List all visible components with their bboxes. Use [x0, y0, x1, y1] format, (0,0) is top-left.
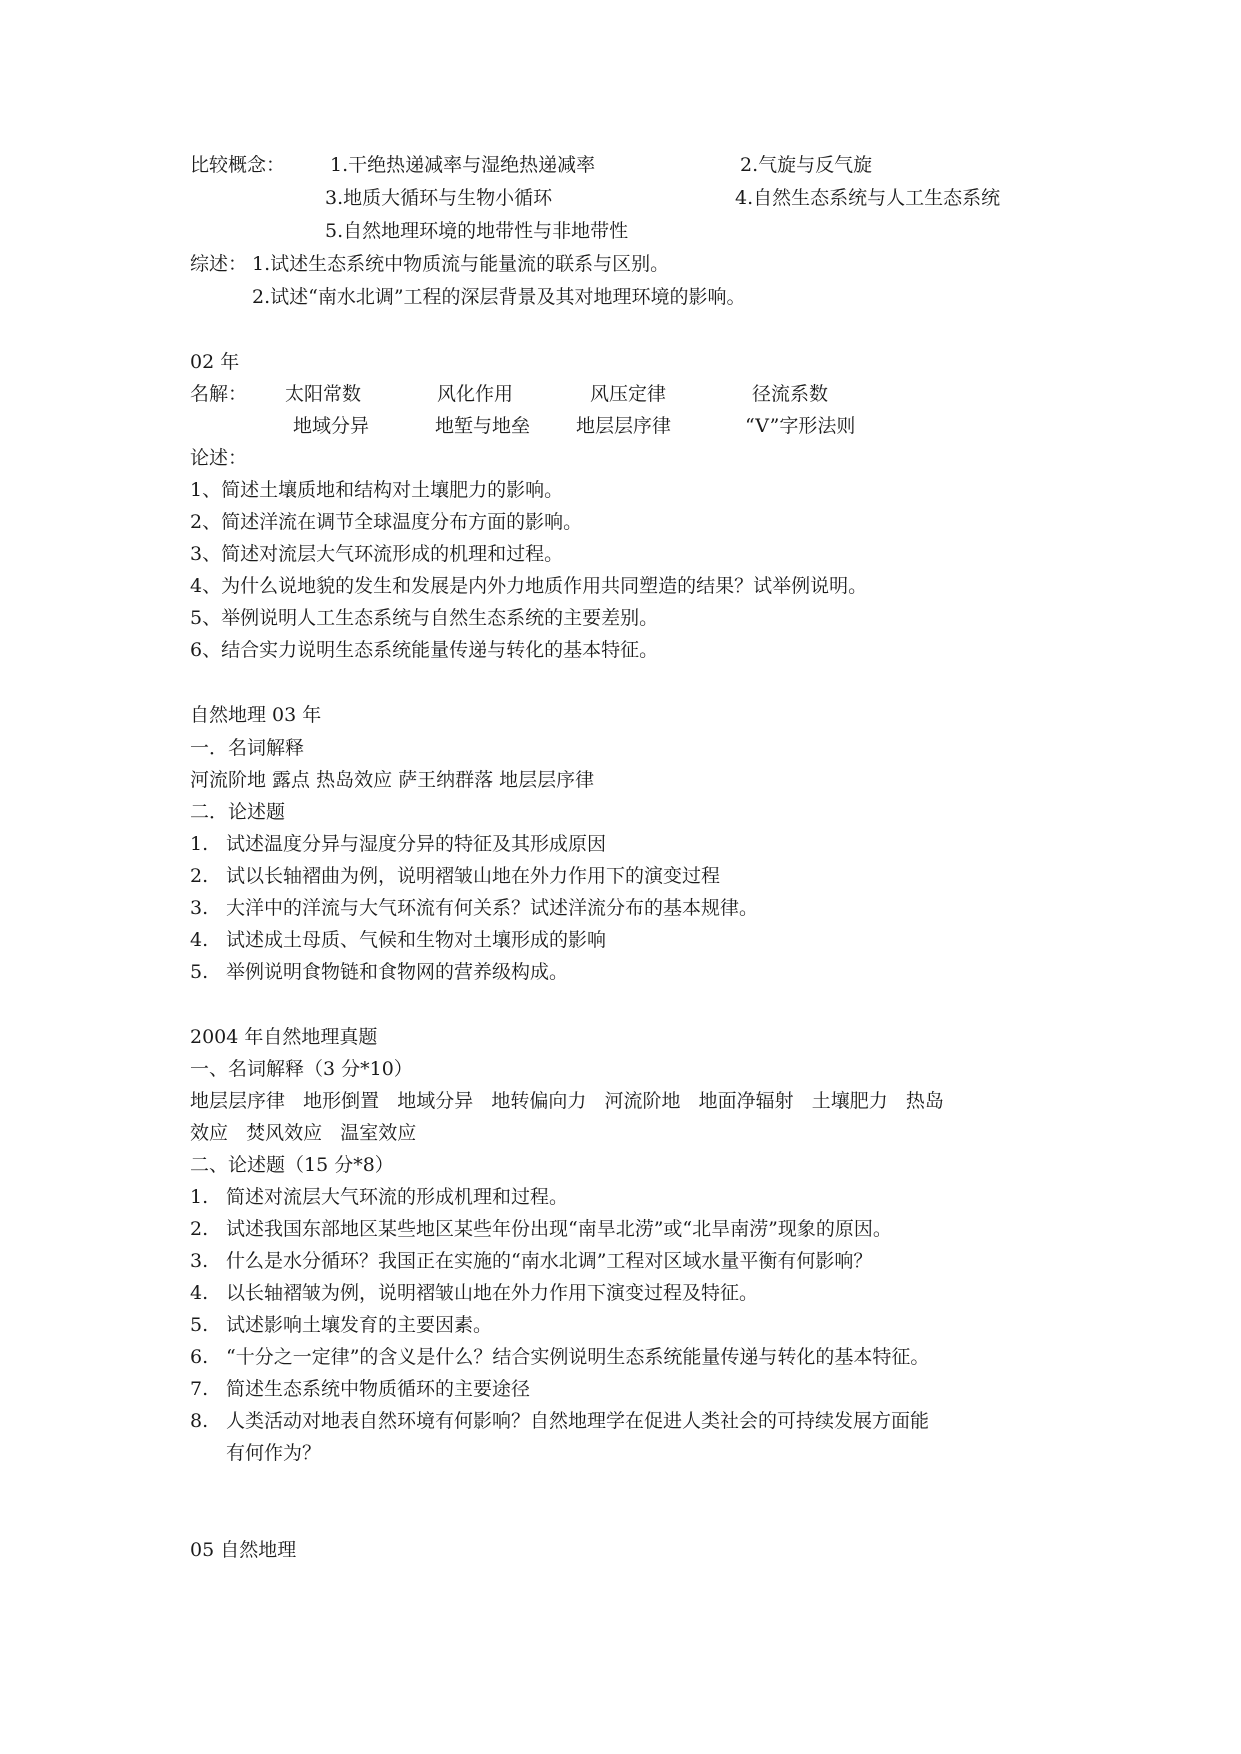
list-item-text: “十分之一定律”的含义是什么？结合实例说明生态系统能量传递与转化的基本特征。: [226, 1346, 930, 1368]
list-item-text: 人类活动对地表自然环境有何影响？自然地理学在促进人类社会的可持续发展方面能: [226, 1410, 930, 1432]
terms-line-1: 地层层序律 地形倒置 地域分异 地转偏向力 河流阶地 地面净辐射 土壤肥力 热岛: [190, 1090, 944, 1112]
terms-line-2: 效应 焚风效应 温室效应: [190, 1122, 417, 1144]
essay-item-1: 1、简述土壤质地和结构对土壤肥力的影响。: [190, 479, 564, 501]
list-item-text: 简述生态系统中物质循环的主要途径: [226, 1378, 531, 1400]
compare-item-4: 4.自然生态系统与人工生态系统: [735, 187, 1001, 209]
list-item-text: 试述影响土壤发育的主要因素。: [226, 1314, 493, 1336]
summary-item-2: 2.试述“南水北调”工程的深层背景及其对地理环境的影响。: [252, 286, 746, 308]
summary-item-1: 1.试述生态系统中物质流与能量流的联系与区别。: [252, 253, 670, 275]
term-2: 风化作用: [437, 383, 514, 405]
compare-item-5: 5.自然地理环境的地带性与非地带性: [325, 220, 629, 242]
list-item: [190, 1216, 892, 1242]
list-item-number: 2.: [190, 1218, 209, 1240]
essay-item-2: 2、简述洋流在调节全球温度分布方面的影响。: [190, 511, 583, 533]
list-item: [190, 1376, 530, 1402]
list-item: [190, 1408, 929, 1434]
term-8: “V”字形法则: [745, 415, 856, 437]
list-item: [190, 1184, 568, 1210]
essay-item-5: 5、举例说明人工生态系统与自然生态系统的主要差别。: [190, 607, 659, 629]
list-item-number: 7.: [190, 1378, 209, 1400]
section-title-02: 02 年: [190, 351, 240, 373]
list-item-number: 4.: [190, 929, 209, 951]
list-item-number: 6.: [190, 1346, 209, 1368]
compare-label: 比较概念：: [190, 154, 286, 176]
list-item-text: 试以长轴褶曲为例，说明褶皱山地在外力作用下的演变过程: [226, 865, 721, 887]
section-title-03: 自然地理 03 年: [190, 704, 322, 726]
essay-label: 论述：: [190, 447, 248, 469]
part2-heading-03: 二．论述题: [190, 801, 286, 823]
list-item-text: 简述对流层大气环流的形成机理和过程。: [226, 1186, 569, 1208]
list-item: [190, 895, 758, 921]
essay-item-4: 4、为什么说地貌的发生和发展是内外力地质作用共同塑造的结果？试举例说明。: [190, 575, 868, 597]
term-6: 地堑与地垒: [435, 415, 531, 437]
list-item-number: 1.: [190, 1186, 209, 1208]
list-item-number: 5.: [190, 1314, 209, 1336]
compare-item-1: 1.干绝热递减率与湿绝热递减率: [330, 154, 596, 176]
term-5: 地域分异: [293, 415, 370, 437]
list-item-number: 4.: [190, 1282, 209, 1304]
list-item: [190, 959, 568, 985]
compare-item-3: 3.地质大循环与生物小循环: [325, 187, 553, 209]
list-item-continuation: 有何作为？: [226, 1442, 322, 1464]
list-item: [190, 1344, 929, 1370]
list-item-number: 1.: [190, 833, 209, 855]
essay-item-3: 3、简述对流层大气环流形成的机理和过程。: [190, 543, 564, 565]
list-item-text: 举例说明食物链和食物网的营养级构成。: [226, 961, 569, 983]
part1-terms-03: 河流阶地 露点 热岛效应 萨王纳群落 地层层序律: [190, 769, 595, 791]
part1-heading-2004: 一、名词解释（3 分*10）: [190, 1058, 413, 1080]
list-item-number: 3.: [190, 897, 209, 919]
part1-heading-03: 一．名词解释: [190, 737, 305, 759]
list-item-text: 什么是水分循环？我国正在实施的“南水北调”工程对区域水量平衡有何影响？: [226, 1250, 873, 1272]
compare-item-2: 2.气旋与反气旋: [740, 154, 873, 176]
list-item: [190, 1312, 492, 1338]
term-3: 风压定律: [590, 383, 667, 405]
list-item-text: 试述成土母质、气候和生物对土壤形成的影响: [226, 929, 607, 951]
list-item-number: 2.: [190, 865, 209, 887]
list-item: [190, 863, 720, 889]
list-item-text: 试述温度分异与湿度分异的特征及其形成原因: [226, 833, 607, 855]
list-item-text: 以长轴褶皱为例，说明褶皱山地在外力作用下演变过程及特征。: [226, 1282, 759, 1304]
list-item: [190, 927, 606, 953]
list-item-text: 大洋中的洋流与大气环流有何关系？试述洋流分布的基本规律。: [226, 897, 759, 919]
list-item-number: 3.: [190, 1250, 209, 1272]
term-7: 地层层序律: [576, 415, 672, 437]
list-item-number: 5.: [190, 961, 209, 983]
list-item: [190, 831, 606, 857]
essay-item-6: 6、结合实力说明生态系统能量传递与转化的基本特征。: [190, 639, 659, 661]
term-1: 太阳常数: [285, 383, 362, 405]
summary-label: 综述：: [190, 253, 248, 275]
part2-heading-2004: 二、论述题（15 分*8）: [190, 1154, 394, 1176]
list-item: [190, 1248, 872, 1274]
list-item: [190, 1280, 758, 1306]
list-item-number: 8.: [190, 1410, 209, 1432]
list-item-text: 试述我国东部地区某些地区某些年份出现“南旱北涝”或“北旱南涝”现象的原因。: [226, 1218, 892, 1240]
terms-label: 名解：: [190, 383, 248, 405]
term-4: 径流系数: [752, 383, 829, 405]
section-title-2004: 2004 年自然地理真题: [190, 1026, 378, 1048]
section-title-05: 05 自然地理: [190, 1539, 297, 1561]
